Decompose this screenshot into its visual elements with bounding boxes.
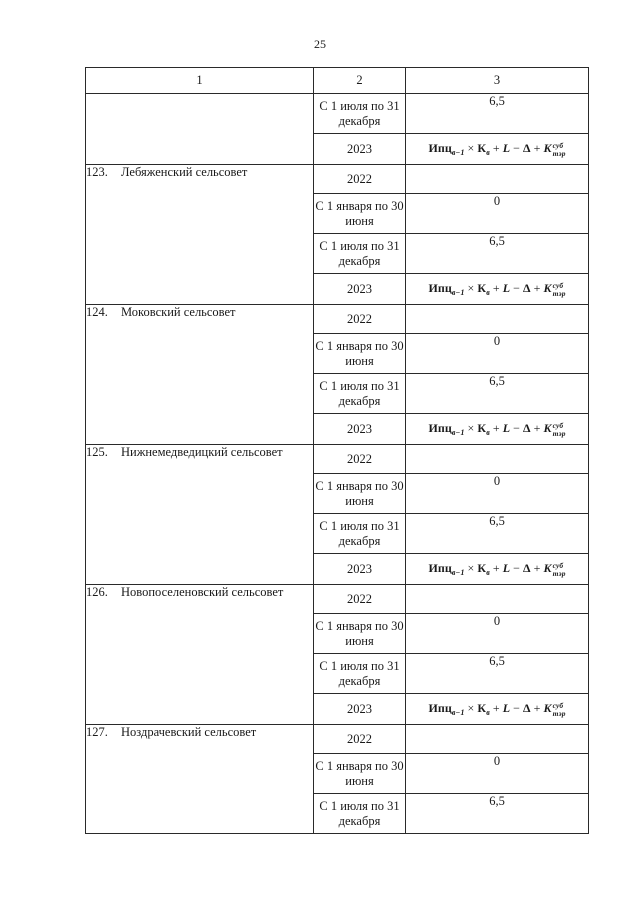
formula-subscript: в−1 bbox=[451, 707, 465, 717]
table-header bbox=[86, 68, 589, 94]
formula-subscript: в−1 bbox=[451, 147, 465, 157]
value-cell bbox=[406, 474, 589, 514]
period-cell: С 1 января по 30 июня bbox=[314, 614, 406, 654]
formula-sup-sub bbox=[553, 422, 566, 438]
period-cell: 2022 bbox=[314, 445, 406, 474]
formula-operator: + bbox=[533, 560, 541, 575]
municipality-number: 125. bbox=[86, 445, 108, 459]
formula-cell bbox=[406, 134, 589, 165]
municipality-cell bbox=[86, 165, 314, 305]
formula-sup-sub bbox=[553, 282, 566, 298]
period-cell: 2023 bbox=[314, 134, 406, 165]
formula-term-k: К bbox=[477, 140, 487, 155]
header-col-3: 3 bbox=[406, 68, 589, 94]
period-cell: 2022 bbox=[314, 165, 406, 194]
formula-operator: − bbox=[513, 140, 521, 155]
municipality-number: 124. bbox=[86, 305, 108, 319]
header-row bbox=[86, 68, 589, 94]
value-cell bbox=[406, 754, 589, 794]
formula-operator: − bbox=[513, 280, 521, 295]
rate-value: 6,5 bbox=[489, 374, 505, 388]
formula-operator: × bbox=[467, 140, 475, 155]
formula-subscript: в bbox=[486, 287, 490, 297]
formula-cell bbox=[406, 694, 589, 725]
formula-term-l: L bbox=[502, 560, 511, 575]
formula-operator: + bbox=[533, 280, 541, 295]
formula-term-k-subsidy: K bbox=[543, 700, 552, 715]
formula-superscript: суб bbox=[552, 140, 564, 150]
formula-subscript: в bbox=[486, 427, 490, 437]
municipality-cell bbox=[86, 305, 314, 445]
period-cell: 2022 bbox=[314, 585, 406, 614]
formula-term-l: L bbox=[502, 140, 511, 155]
formula-subscript: тэр bbox=[552, 708, 566, 718]
formula-term-ipc: Ипц bbox=[428, 560, 452, 575]
period-cell: С 1 июля по 31 декабря bbox=[314, 654, 406, 694]
formula-operator: + bbox=[533, 140, 541, 155]
rate-value: 6,5 bbox=[489, 514, 505, 528]
formula-term-ipc: Ипц bbox=[428, 280, 452, 295]
value-cell bbox=[406, 374, 589, 414]
value-cell bbox=[406, 514, 589, 554]
municipality-number: 126. bbox=[86, 585, 108, 599]
formula-term-l: L bbox=[502, 420, 511, 435]
municipality-name: Новопоселеновский сельсовет bbox=[121, 585, 284, 599]
municipality-number: 127. bbox=[86, 725, 108, 739]
value-cell bbox=[406, 445, 589, 474]
formula-term-delta: Δ bbox=[523, 140, 531, 155]
formula-term-delta: Δ bbox=[523, 560, 531, 575]
municipality-name: Лебяженский сельсовет bbox=[121, 165, 248, 179]
formula-term-k: К bbox=[477, 700, 487, 715]
formula-subscript: тэр bbox=[552, 568, 566, 578]
municipality-cell bbox=[86, 94, 314, 165]
formula-operator: + bbox=[492, 420, 500, 435]
formula-subscript: в−1 bbox=[451, 287, 465, 297]
formula-cell bbox=[406, 414, 589, 445]
municipality-cell bbox=[86, 585, 314, 725]
period-cell: 2023 bbox=[314, 554, 406, 585]
municipality-name: Моковский сельсовет bbox=[121, 305, 236, 319]
tariff-formula bbox=[428, 420, 566, 438]
formula-term-delta: Δ bbox=[523, 700, 531, 715]
value-cell bbox=[406, 165, 589, 194]
formula-operator: × bbox=[467, 560, 475, 575]
formula-subscript: в bbox=[486, 147, 490, 157]
period-cell: С 1 января по 30 июня bbox=[314, 194, 406, 234]
period-cell: С 1 июля по 31 декабря bbox=[314, 514, 406, 554]
formula-cell bbox=[406, 274, 589, 305]
period-cell: С 1 июля по 31 декабря bbox=[314, 234, 406, 274]
formula-operator: × bbox=[467, 700, 475, 715]
tariff-formula bbox=[428, 560, 566, 578]
formula-term-delta: Δ bbox=[523, 280, 531, 295]
formula-term-ipc: Ипц bbox=[428, 420, 452, 435]
value-cell bbox=[406, 94, 589, 134]
formula-operator: + bbox=[492, 700, 500, 715]
table-row bbox=[86, 445, 589, 474]
value-cell bbox=[406, 725, 589, 754]
value-cell bbox=[406, 654, 589, 694]
rate-value: 6,5 bbox=[489, 234, 505, 248]
formula-sup-sub bbox=[553, 562, 566, 578]
value-cell bbox=[406, 614, 589, 654]
formula-subscript: тэр bbox=[552, 148, 566, 158]
table-row bbox=[86, 585, 589, 614]
rate-value: 0 bbox=[493, 614, 501, 628]
formula-operator: × bbox=[467, 280, 475, 295]
formula-operator: − bbox=[513, 700, 521, 715]
formula-term-ipc: Ипц bbox=[428, 700, 452, 715]
municipality-name: Ноздрачевский сельсовет bbox=[121, 725, 257, 739]
period-cell: С 1 января по 30 июня bbox=[314, 754, 406, 794]
tariff-formula bbox=[428, 140, 566, 158]
rate-value: 0 bbox=[493, 334, 501, 348]
value-cell bbox=[406, 585, 589, 614]
municipality-cell bbox=[86, 725, 314, 834]
formula-superscript: суб bbox=[552, 280, 564, 290]
formula-operator: + bbox=[533, 700, 541, 715]
period-cell: С 1 января по 30 июня bbox=[314, 334, 406, 374]
formula-term-k-subsidy: K bbox=[543, 560, 552, 575]
table-row bbox=[86, 305, 589, 334]
period-cell: 2023 bbox=[314, 694, 406, 725]
formula-term-k: К bbox=[477, 420, 487, 435]
period-cell: 2022 bbox=[314, 725, 406, 754]
period-cell: 2023 bbox=[314, 414, 406, 445]
municipality-cell bbox=[86, 445, 314, 585]
municipality-name: Нижнемедведицкий сельсовет bbox=[121, 445, 283, 459]
period-cell: 2022 bbox=[314, 305, 406, 334]
formula-term-l: L bbox=[502, 280, 511, 295]
formula-operator: − bbox=[513, 560, 521, 575]
formula-subscript: тэр bbox=[552, 428, 566, 438]
municipality-number: 123. bbox=[86, 165, 108, 179]
formula-term-l: L bbox=[502, 700, 511, 715]
formula-subscript: в−1 bbox=[451, 567, 465, 577]
tariff-table bbox=[85, 67, 589, 834]
value-cell bbox=[406, 234, 589, 274]
formula-term-k-subsidy: K bbox=[543, 280, 552, 295]
formula-operator: + bbox=[492, 560, 500, 575]
formula-term-k-subsidy: K bbox=[543, 140, 552, 155]
rate-value: 0 bbox=[493, 474, 501, 488]
period-cell: С 1 января по 30 июня bbox=[314, 474, 406, 514]
period-cell: 2023 bbox=[314, 274, 406, 305]
formula-operator: + bbox=[533, 420, 541, 435]
table-row bbox=[86, 94, 589, 134]
rate-value: 0 bbox=[493, 194, 501, 208]
table-row bbox=[86, 165, 589, 194]
formula-term-ipc: Ипц bbox=[428, 140, 452, 155]
formula-term-k-subsidy: K bbox=[543, 420, 552, 435]
formula-sup-sub bbox=[553, 702, 566, 718]
tariff-formula bbox=[428, 280, 566, 298]
formula-subscript: тэр bbox=[552, 288, 566, 298]
rate-value: 6,5 bbox=[489, 794, 505, 808]
formula-term-k: К bbox=[477, 280, 487, 295]
formula-subscript: в−1 bbox=[451, 427, 465, 437]
period-cell: С 1 июля по 31 декабря bbox=[314, 794, 406, 834]
table-body bbox=[86, 94, 589, 834]
tariff-formula bbox=[428, 700, 566, 718]
table-row bbox=[86, 725, 589, 754]
formula-operator: + bbox=[492, 280, 500, 295]
rate-value: 0 bbox=[493, 754, 501, 768]
formula-operator: × bbox=[467, 420, 475, 435]
formula-superscript: суб bbox=[552, 420, 564, 430]
period-cell: С 1 июля по 31 декабря bbox=[314, 374, 406, 414]
formula-operator: − bbox=[513, 420, 521, 435]
value-cell bbox=[406, 794, 589, 834]
header-col-1: 1 bbox=[86, 68, 314, 94]
formula-term-delta: Δ bbox=[523, 420, 531, 435]
formula-superscript: суб bbox=[552, 700, 564, 710]
header-col-2: 2 bbox=[314, 68, 406, 94]
formula-cell bbox=[406, 554, 589, 585]
rate-value: 6,5 bbox=[489, 94, 505, 108]
period-cell: С 1 июля по 31 декабря bbox=[314, 94, 406, 134]
rate-value: 6,5 bbox=[489, 654, 505, 668]
formula-sup-sub bbox=[553, 142, 566, 158]
formula-subscript: в bbox=[486, 567, 490, 577]
page-number: 25 bbox=[314, 37, 326, 51]
value-cell bbox=[406, 194, 589, 234]
formula-subscript: в bbox=[486, 707, 490, 717]
value-cell bbox=[406, 334, 589, 374]
formula-superscript: суб bbox=[552, 560, 564, 570]
formula-term-k: К bbox=[477, 560, 487, 575]
value-cell bbox=[406, 305, 589, 334]
formula-operator: + bbox=[492, 140, 500, 155]
